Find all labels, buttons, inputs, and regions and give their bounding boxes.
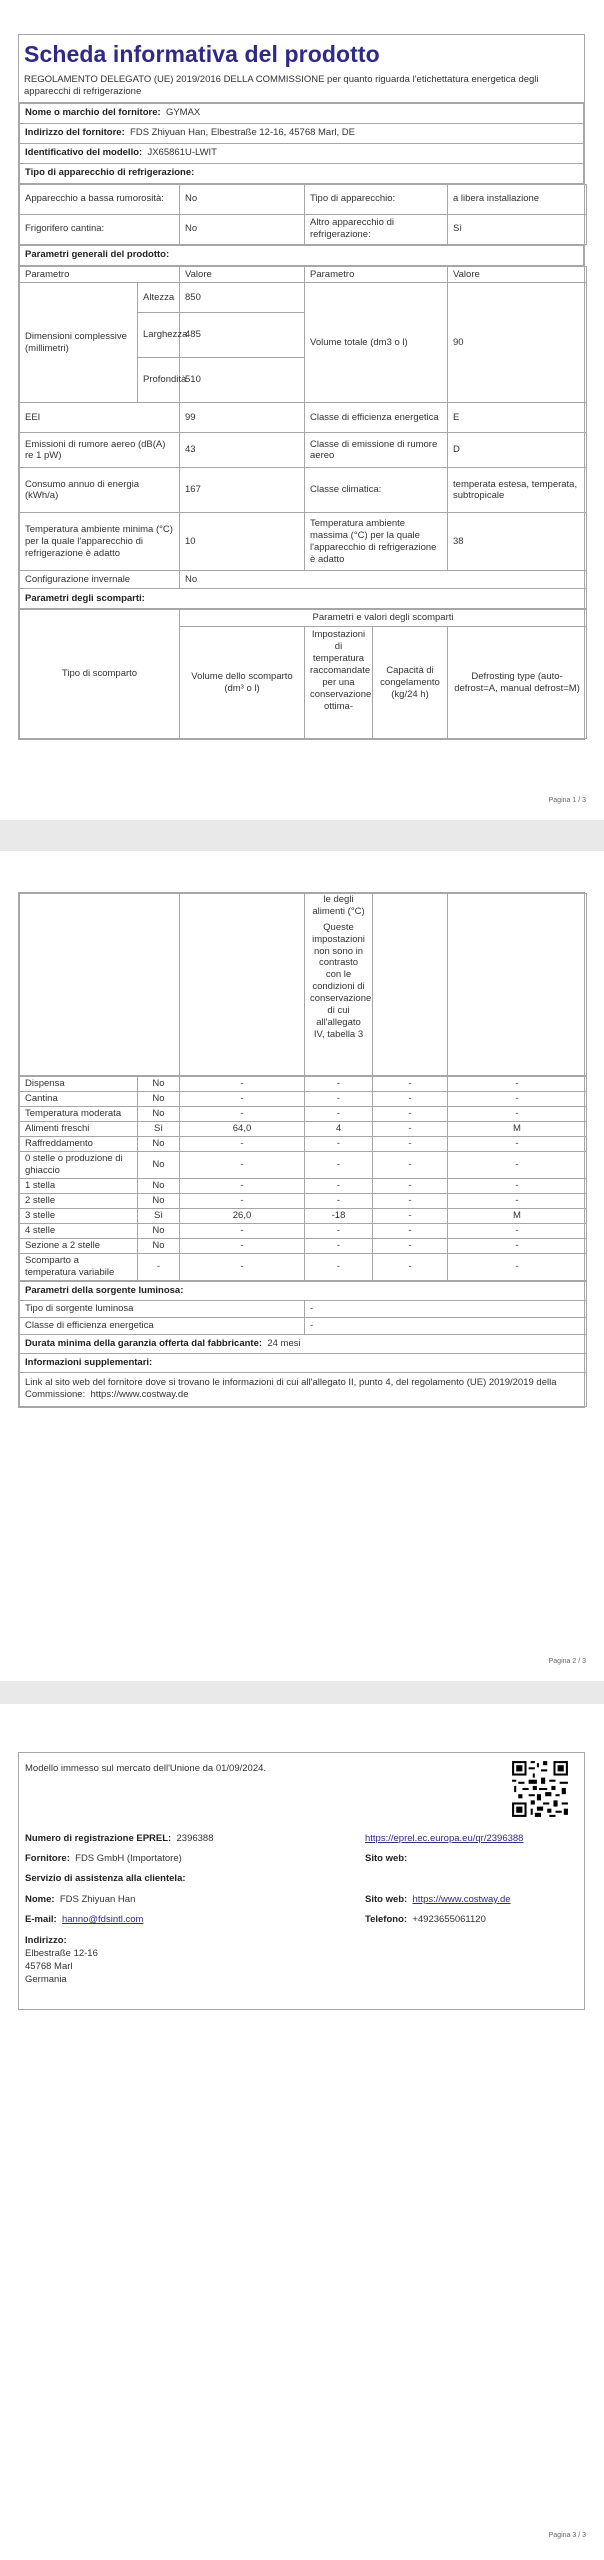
compartment-volume: - — [180, 1238, 305, 1253]
temp-header-continued — [305, 894, 373, 1076]
compartment-name: Sezione a 2 stelle — [20, 1238, 138, 1253]
compartment-defrost-type: - — [448, 1193, 587, 1208]
compartment-present: No — [138, 1152, 180, 1179]
temp-setting-note: Queste impostazioni non sono in contrasto con le condizioni di conservazione di cui all'allegato IV, tabella 3 — [310, 921, 372, 1040]
winter-setting-label: Configurazione invernale — [20, 571, 180, 589]
temp-header-tail: le degli alimenti (°C) — [312, 894, 365, 917]
phone-number: +4923655061120 — [412, 1914, 486, 1925]
compartment-freezing-capacity: - — [373, 1193, 448, 1208]
compartment-temperature: -18 — [305, 1208, 373, 1223]
compartment-freezing-capacity: - — [373, 1092, 448, 1107]
efficiency-class-value: E — [448, 403, 587, 433]
dimensions-label: Dimensioni complessive (millimetri) — [20, 283, 138, 403]
supplier-row: Fornitore: FDS GmbH (Importatore) — [25, 1853, 182, 1864]
contact-sheet — [18, 1752, 585, 2010]
service-website-link[interactable]: https://www.costway.de — [412, 1894, 511, 1905]
volume-value: 90 — [448, 283, 587, 403]
light-class-label: Classe di efficienza energetica — [20, 1317, 305, 1334]
general-heading-table — [19, 245, 584, 266]
table-row — [20, 1238, 587, 1253]
compartment-volume: - — [180, 1253, 305, 1280]
service-website-row: Sito web: https://www.costway.de — [365, 1894, 511, 1905]
eei-label: EEI — [20, 403, 180, 433]
compartment-params-header: Parametri e valori degli scomparti — [180, 610, 587, 627]
compartment-temperature: - — [305, 1253, 373, 1280]
table-row — [20, 1253, 587, 1280]
compartment-name: 0 stelle o produzione di ghiaccio — [20, 1152, 138, 1179]
compartment-freezing-capacity: - — [373, 1253, 448, 1280]
volume-header-continued — [180, 894, 305, 1076]
defrost-header-continued — [448, 894, 587, 1076]
eprel-qr-code-icon[interactable] — [510, 1759, 570, 1819]
width-label: Larghezza — [138, 313, 180, 358]
compartment-defrost-type: - — [448, 1178, 587, 1193]
min-temp-value: 10 — [180, 513, 305, 571]
page-title: Scheda informativa del prodotto — [24, 41, 380, 67]
defrost-type-header: Defrosting type (auto-defrost=A, manual defrost=M) — [448, 627, 587, 739]
product-sheet-part-2 — [18, 892, 585, 1408]
compartment-volume: - — [180, 1152, 305, 1179]
compartment-defrost-type: - — [448, 1077, 587, 1092]
compartments-table — [19, 1076, 587, 1281]
supplementary-info-text: Link al sito web del fornitore dove si trovano le informazioni di cui all'allegato II, punto 4, del regolamento (UE) 2019/2019 della Commissione: https://www.costway.de — [20, 1372, 587, 1406]
contact-name-row: Nome: FDS Zhiyuan Han — [25, 1894, 136, 1905]
compartment-temperature: - — [305, 1077, 373, 1092]
table-row — [20, 1092, 587, 1107]
compartment-defrost-type: M — [448, 1208, 587, 1223]
model-row: Identificativo del modello: JX65861U-LWIT — [20, 143, 584, 163]
compartment-defrost-type: - — [448, 1137, 587, 1152]
other-appliance-value: Sì — [448, 214, 587, 244]
compartment-defrost-type: - — [448, 1107, 587, 1122]
address-label: Indirizzo: — [25, 1935, 67, 1946]
warranty-value: 24 mesi — [267, 1337, 301, 1349]
page-number: Pagina 2 / 3 — [548, 1658, 586, 1665]
eei-value: 99 — [180, 403, 305, 433]
noise-label: Emissioni di rumore aereo (dB(A) re 1 pW) — [20, 433, 180, 468]
climate-class-label: Classe climatica: — [305, 468, 448, 513]
noise-value: 43 — [180, 433, 305, 468]
phone-row: Telefono: +4923655061120 — [365, 1914, 486, 1925]
address-line-1: Elbestraße 12-16 — [25, 1948, 98, 1959]
light-source-table — [19, 1281, 587, 1407]
depth-value: 510 — [180, 358, 305, 403]
compartment-temperature: - — [305, 1092, 373, 1107]
compartment-present: No — [138, 1193, 180, 1208]
compartment-volume: - — [180, 1092, 305, 1107]
type-header-continued — [20, 894, 180, 1076]
depth-label: Profondità — [138, 358, 180, 403]
compartment-freezing-capacity: - — [373, 1238, 448, 1253]
compartment-volume: - — [180, 1178, 305, 1193]
compartment-temperature: - — [305, 1223, 373, 1238]
email-row: E-mail: hanno@fdsintl.com — [25, 1914, 144, 1925]
noise-class-label: Classe di emissione di rumore aereo — [305, 433, 448, 468]
supplier-importer: FDS GmbH (Importatore) — [75, 1853, 182, 1864]
other-appliance-label: Altro apparecchio di refrigerazione: — [305, 214, 448, 244]
eprel-number: 2396388 — [176, 1833, 214, 1844]
freeze-header-continued — [373, 894, 448, 1076]
energy-consumption-value: 167 — [180, 468, 305, 513]
light-type-label: Tipo di sorgente luminosa — [20, 1300, 305, 1317]
col-param-header-2: Parametro — [305, 266, 448, 283]
compartment-type-header: Tipo di scomparto — [20, 610, 180, 739]
supplier-name-row: Nome o marchio del fornitore: GYMAX — [20, 103, 584, 123]
compartment-freezing-capacity: - — [373, 1137, 448, 1152]
col-value-header-2: Valore — [448, 266, 587, 283]
compartment-defrost-type: M — [448, 1122, 587, 1137]
climate-class-value: temperata estesa, temperata, subtropicale — [448, 468, 587, 513]
compartments-header-continued — [19, 893, 587, 1076]
compartment-defrost-type: - — [448, 1253, 587, 1280]
col-param-header: Parametro — [20, 266, 180, 283]
general-params-heading: Parametri generali del prodotto: — [20, 245, 584, 265]
compartment-rows — [20, 1077, 587, 1281]
general-params-table — [19, 266, 587, 610]
wine-storage-value: No — [180, 214, 305, 244]
height-label: Altezza — [138, 283, 180, 313]
table-row — [20, 1077, 587, 1092]
appliance-type-heading: Tipo di apparecchio di refrigerazione: — [20, 163, 584, 183]
compartment-temperature: - — [305, 1152, 373, 1179]
compartment-name: 2 stelle — [20, 1193, 138, 1208]
max-temp-value: 38 — [448, 513, 587, 571]
max-temp-label: Temperatura ambiente massima (°C) per la quale l'apparecchio di refrigerazione è adatto — [305, 513, 448, 571]
compartment-present: Sì — [138, 1122, 180, 1137]
compartment-volume: 64,0 — [180, 1122, 305, 1137]
height-value: 850 — [180, 283, 305, 313]
compartment-defrost-type: - — [448, 1238, 587, 1253]
table-row — [20, 1107, 587, 1122]
table-row — [20, 1152, 587, 1179]
email-link[interactable]: hanno@fdsintl.com — [61, 1914, 144, 1925]
website-label: Sito web: — [365, 1853, 408, 1864]
compartment-temperature: - — [305, 1107, 373, 1122]
compartment-freezing-capacity: - — [373, 1208, 448, 1223]
compartment-temperature: 4 — [305, 1122, 373, 1137]
compartment-volume: 26,0 — [180, 1208, 305, 1223]
customer-service-heading: Servizio di assistenza alla clientela: — [25, 1873, 186, 1884]
compartment-name: 1 stella — [20, 1178, 138, 1193]
compartment-defrost-type: - — [448, 1152, 587, 1179]
compartment-volume: - — [180, 1193, 305, 1208]
winter-setting-value: No — [180, 571, 587, 589]
light-type-value: - — [305, 1300, 587, 1317]
compartment-freezing-capacity: - — [373, 1107, 448, 1122]
compartment-freezing-capacity: - — [373, 1077, 448, 1092]
page-number: Pagina 1 / 3 — [548, 797, 586, 804]
page-2 — [0, 851, 604, 1681]
warranty-row: Durata minima della garanzia offerta dal fabbricante: 24 mesi — [20, 1334, 587, 1353]
volume-label: Volume totale (dm3 o l) — [305, 283, 448, 403]
table-row — [20, 1223, 587, 1238]
table-row — [20, 1208, 587, 1223]
compartment-volume: - — [180, 1077, 305, 1092]
compartment-freezing-capacity: - — [373, 1122, 448, 1137]
compartments-heading: Parametri degli scomparti: — [20, 589, 587, 609]
compartment-present: Sì — [138, 1208, 180, 1223]
compartment-present: No — [138, 1238, 180, 1253]
product-sheet-part-1 — [18, 34, 585, 740]
compartment-name: 3 stelle — [20, 1208, 138, 1223]
compartment-defrost-type: - — [448, 1223, 587, 1238]
compartment-present: No — [138, 1137, 180, 1152]
compartment-name: 4 stelle — [20, 1223, 138, 1238]
col-value-header: Valore — [180, 266, 305, 283]
design-type-value: a libera installazione — [448, 184, 587, 214]
supplier-address-row: Indirizzo del fornitore: FDS Zhiyuan Han, Elbestraße 12-16, 45768 Marl, DE — [20, 123, 584, 143]
eprel-row: Numero di registrazione EPREL: 2396388 — [25, 1833, 214, 1844]
low-noise-value: No — [180, 184, 305, 214]
supplier-name: GYMAX — [165, 107, 201, 119]
compartment-freezing-capacity: - — [373, 1223, 448, 1238]
page-number: Pagina 3 / 3 — [548, 2532, 586, 2539]
market-placement-text: Modello immesso sul mercato dell'Unione da 01/09/2024. — [25, 1763, 267, 1774]
compartment-name: Temperatura moderata — [20, 1107, 138, 1122]
energy-consumption-label: Consumo annuo di energia (kWh/a) — [20, 468, 180, 513]
volume-header: Volume dello scomparto (dm³ o l) — [180, 627, 305, 739]
noise-class-value: D — [448, 433, 587, 468]
compartment-volume: - — [180, 1107, 305, 1122]
supplier-table — [19, 103, 584, 184]
light-class-value: - — [305, 1317, 587, 1334]
width-value: 485 — [180, 313, 305, 358]
freezing-capacity-header: Capacità di congelamento (kg/24 h) — [373, 627, 448, 739]
compartment-freezing-capacity: - — [373, 1152, 448, 1179]
temp-setting-header: Impostazioni di temperatura raccomandate per una conservazione ottima- — [305, 627, 373, 739]
compartment-present: No — [138, 1223, 180, 1238]
compartment-temperature: - — [305, 1137, 373, 1152]
compartment-present: No — [138, 1077, 180, 1092]
compartment-temperature: - — [305, 1193, 373, 1208]
compartment-name: Cantina — [20, 1092, 138, 1107]
compartment-name: Dispensa — [20, 1077, 138, 1092]
compartment-name: Scomparto a temperatura variabile — [20, 1253, 138, 1280]
compartment-present: No — [138, 1092, 180, 1107]
compartment-freezing-capacity: - — [373, 1178, 448, 1193]
table-row — [20, 1193, 587, 1208]
contact-name: FDS Zhiyuan Han — [59, 1894, 136, 1905]
page-3 — [0, 1704, 604, 2560]
eprel-link[interactable]: https://eprel.ec.europa.eu/qr/2396388 — [365, 1833, 524, 1844]
low-noise-label: Apparecchio a bassa rumorosità: — [20, 184, 180, 214]
address-line-3: Germania — [25, 1974, 67, 1985]
design-type-label: Tipo di apparecchio: — [305, 184, 448, 214]
compartment-temperature: - — [305, 1178, 373, 1193]
wine-storage-label: Frigorifero cantina: — [20, 214, 180, 244]
address-line-2: 45768 Marl — [25, 1961, 73, 1972]
compartment-defrost-type: - — [448, 1092, 587, 1107]
compartment-volume: - — [180, 1223, 305, 1238]
compartment-name: Alimenti freschi — [20, 1122, 138, 1137]
regulation-subtitle: REGOLAMENTO DELEGATO (UE) 2019/2016 DELLA COMMISSIONE per quanto riguarda l'etichettatura energetica degli apparecchi di refrigerazione — [19, 72, 584, 103]
compartment-temperature: - — [305, 1238, 373, 1253]
efficiency-class-label: Classe di efficienza energetica — [305, 403, 448, 433]
model-identifier: JX65861U-LWIT — [147, 147, 217, 159]
compartment-name: Raffreddamento — [20, 1137, 138, 1152]
min-temp-label: Temperatura ambiente minima (°C) per la quale l'apparecchio di refrigerazione è adatto — [20, 513, 180, 571]
page-1 — [0, 0, 604, 820]
compartments-header-table — [19, 609, 587, 739]
compartment-present: No — [138, 1107, 180, 1122]
table-row — [20, 1137, 587, 1152]
supplier-website-link[interactable]: https://www.costway.de — [90, 1389, 189, 1400]
appliance-type-table — [19, 184, 587, 245]
compartment-present: No — [138, 1178, 180, 1193]
compartment-volume: - — [180, 1137, 305, 1152]
supplier-address: FDS Zhiyuan Han, Elbestraße 12-16, 45768 Marl, DE — [130, 127, 355, 139]
table-row — [20, 1178, 587, 1193]
compartment-present: - — [138, 1253, 180, 1280]
table-row — [20, 1122, 587, 1137]
light-source-heading: Parametri della sorgente luminosa: — [20, 1281, 587, 1300]
supplementary-info-heading: Informazioni supplementari: — [20, 1353, 587, 1372]
